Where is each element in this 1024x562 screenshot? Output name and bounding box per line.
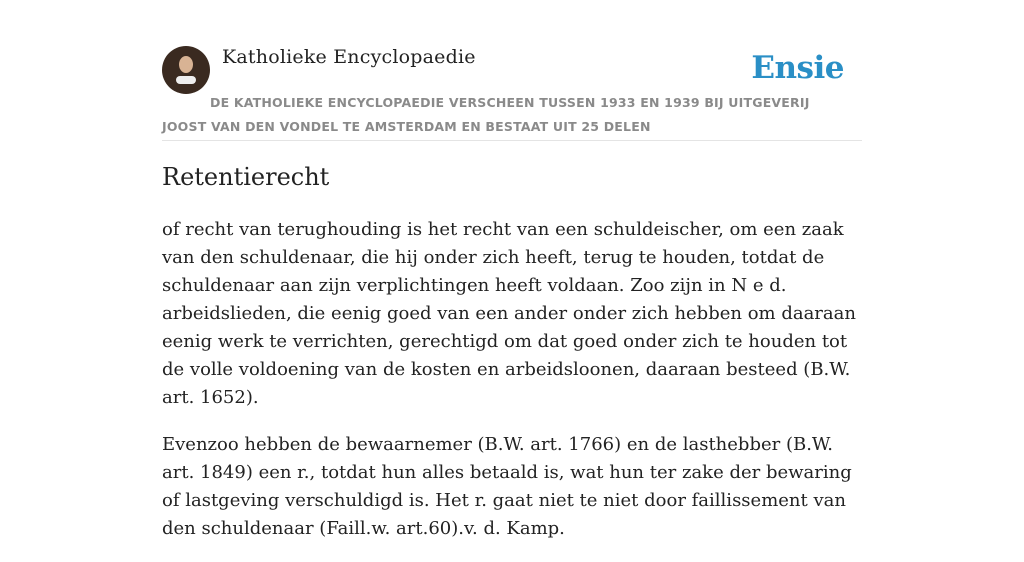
publication-avatar[interactable] — [162, 46, 210, 94]
site-name-link[interactable]: Katholieke Encyclopaedie — [222, 46, 476, 68]
publication-description: DE KATHOLIEKE ENCYCLOPAEDIE VERSCHEEN TUSSEN 1933 EN 1939 BIJ UITGEVERIJ JOOST VAN DEN VONDEL TE AMSTERDAM EN BESTAAT UIT 25 DELEN — [162, 95, 810, 134]
ensie-logo[interactable]: Ensie — [751, 50, 844, 86]
article-title: Retentierecht — [162, 163, 330, 191]
article-paragraph-1: of recht van terughouding is het recht van een schuldeischer, om een zaak van den schuldenaar, die hij onder zich heeft, terug te houden, totdat de schuldenaar aan zijn verplichtingen heeft voldaan. Zoo zijn in N e d. arbeidslieden, die eenig goed van een ander onder zich hebben om daaraan eenig werk te verrichten, gerechtigd om dat goed onder zich te houden tot de volle voldoening van de kosten en arbeidsloonen, daaraan besteed (B.W. art. 1652). — [162, 219, 856, 408]
portrait-face — [179, 56, 193, 73]
article-paragraph-2: Evenzoo hebben de bewaarnemer (B.W. art. 1766) en de lasthebber (B.W. art. 1849) een r., totdat hun alles betaald is, wat hun ter zake der bewaring of lastgeving verschuldigd is. Het r. gaat niet te niet door faillissement van den schuldenaar (Faill.w. art.60).v. d. Kamp. — [162, 434, 852, 539]
article-body — [162, 216, 862, 562]
site-header — [162, 44, 862, 141]
portrait-collar — [176, 76, 196, 84]
